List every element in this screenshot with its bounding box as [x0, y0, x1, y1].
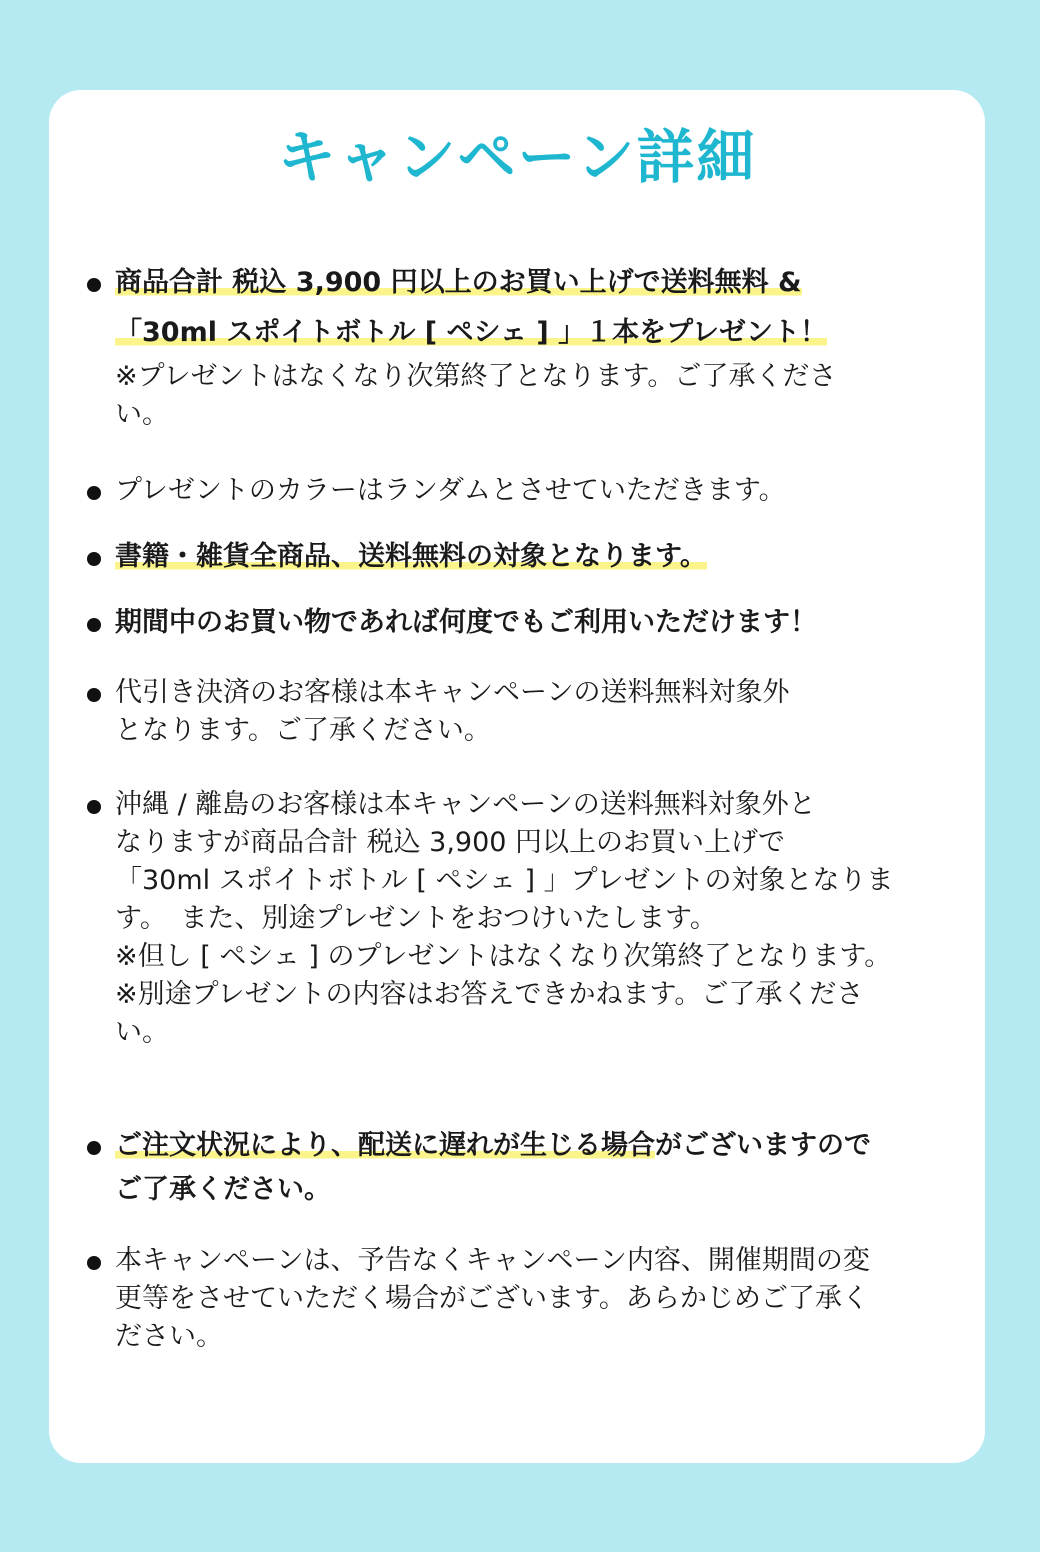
bullet-icon [87, 800, 101, 814]
item-note-line: い。 [115, 399, 169, 430]
item-text-line: 更等をさせていただく場合がございます。あらかじめご了承く [115, 1283, 869, 1314]
item-text-line: がございますので [655, 1130, 871, 1161]
item-text-line: ※但し [ ペシェ ] のプレゼントはなくなり次第終了となります。 [115, 941, 892, 972]
bullet-icon [87, 552, 101, 566]
item-text-line: 沖縄 / 離島のお客様は本キャンペーンの送料無料対象外と [115, 789, 816, 820]
item-text-line: す。 また、別途プレゼントをおつけいたします。 [115, 903, 717, 934]
item-text-line: なりますが商品合計 税込 3,900 円以上のお買い上げで [115, 827, 786, 858]
item-text-line: ださい。 [115, 1321, 223, 1352]
item-text-line: 書籍・雑貨全商品、送料無料の対象となります。 [115, 541, 707, 572]
page-title: キャンペーン詳細 [277, 123, 757, 191]
item-text-line: 本キャンペーンは、予告なくキャンペーン内容、開催期間の変 [115, 1245, 870, 1276]
item-text-line: ※別途プレゼントの内容はお答えできかねます。ご了承くださ [115, 979, 864, 1010]
item-text-line: い。 [115, 1017, 169, 1048]
item-text-line: 「30ml スポイトボトル [ ペシェ ] 」プレゼントの対象となりま [115, 865, 894, 896]
item-text-line: となります。ご了承ください。 [115, 715, 491, 746]
item-text-line: プレゼントのカラーはランダムとさせていただきます。 [115, 475, 786, 506]
bullet-icon [87, 486, 101, 500]
item-text-line: 期間中のお買い物であれば何度でもご利用いただけます！ [115, 607, 817, 638]
item-text-line: 「30ml スポイトボトル [ ペシェ ] 」１本をプレゼント！ [115, 317, 828, 348]
bullet-icon [87, 1141, 101, 1155]
item-text-line: 代引き決済のお客様は本キャンペーンの送料無料対象外 [115, 677, 790, 708]
item-text-line: 商品合計 税込 3,900 円以上のお買い上げで送料無料 & [115, 267, 802, 298]
bullet-icon [87, 618, 101, 632]
bullet-icon [87, 688, 101, 702]
bullet-icon [87, 278, 101, 292]
item-text-line: ご注文状況により、配送に遅れが生じる場合 [115, 1130, 655, 1161]
bullet-icon [87, 1256, 101, 1270]
campaign-details-card [49, 90, 985, 1463]
item-text-line: ご了承ください。 [115, 1174, 331, 1205]
item-note-line: ※プレゼントはなくなり次第終了となります。ご了承くださ [115, 361, 837, 392]
